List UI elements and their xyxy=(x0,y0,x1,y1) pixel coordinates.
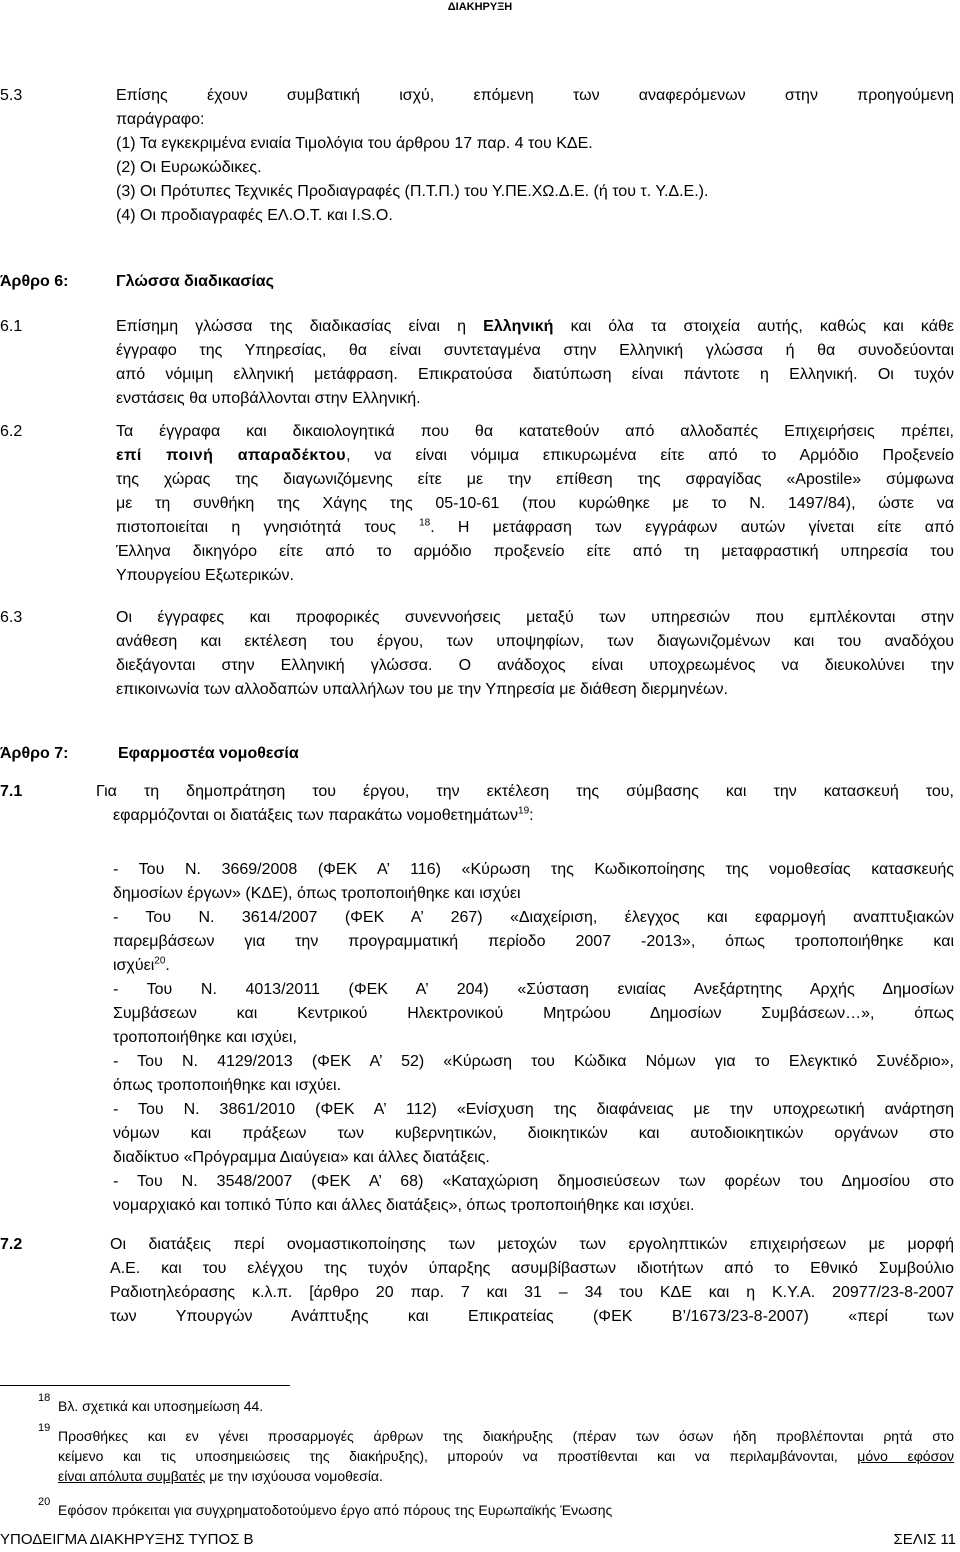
section-number-6-1: 6.1 xyxy=(0,318,23,335)
law-4129: - Του Ν. 4129/2013 (ΦΕΚ Α’ 52) «Κύρωση του Κώδικα Νόμων για το Ελεγκτικό Συνέδριο», xyxy=(113,1053,954,1070)
footnote-separator xyxy=(0,1385,290,1386)
emphasis-greek: Ελληνική xyxy=(483,318,554,335)
footnote-19: Προσθήκες και εν γένει προσαρμογές άρθρων της διακήρυξης (πέραν των όσων ήδη προβλέπονται ρητά στο κείμενο και τις υποσημειώσεις της διακήρυξης), μπορούν να προστίθενται και να περιλαμβάνονται, μόνο εφόσον είναι απόλυτα συμβατές με την ισχύουσα νομοθεσία. xyxy=(58,1428,955,1484)
footnote-18: Βλ. σχετικά και υποσημείωση 44. xyxy=(58,1398,264,1414)
page-header: ΔΙΑΚΗΡΥΞΗ xyxy=(447,1,513,13)
laws-list: - Του Ν. 3669/2008 (ΦΕΚ Α’ 116) «Κύρωση της Κωδικοποίησης της νομοθεσίας κατασκευής δημοσίων έργων» (ΚΔΕ), όπως τροποποιήθηκε και ισχύει - Του Ν. 3614/2007 (ΦΕΚ Α’ 267) «Διαχείριση, έλεγχος και εφαρμογή αναπτυξιακών παρεμβάσεων για την προγραμματική περίοδο 2007 -2013», όπως τροποποιήθηκε και ισχύει$^{20}$. - Του Ν. 4013/2011 (ΦΕΚ Α’ 204) «Σύσταση ενιαίας Ανεξάρτητης Αρχής Δημοσίων Συμβάσεων και Κεντρικού Ηλεκτρονικού Μητρώου Δημοσίων Συμβάσεων…», όπως τροποποιήθηκε και ισχύει, - Του Ν. 4129/2013 (ΦΕΚ Α’ 52) «Κύρωση του Κώδικα Νόμων για το Ελεγκτικό Συνέδριο», όπως τροποποιήθηκε και ισχύει. - Του Ν. 3861/2010 (ΦΕΚ Α’ 112) «Ενίσχυση της διαφάνειας με την υποχρεωτική ανάρτηση νόμων και πράξεων των κυβερνητικών, διοικητικών και αυτοδιοικητικών οργάνων στο διαδίκτυο «Πρόγραμμα Διαύγεια» και άλλες διατάξεις. - Του Ν. 3548/2007 (ΦΕΚ Α’ 68) «Καταχώριση δημοσιεύσεων των φορέων του Δημοσίου στο νομαρχιακό και τοπικό Τύπο και άλλες διατάξεις», όπως τροποποιήθηκε και ισχύει. xyxy=(113,858,954,1218)
law-3669: - Του Ν. 3669/2008 (ΦΕΚ Α’ 116) «Κύρωση της Κωδικοποίησης της νομοθεσίας κατασκευής xyxy=(113,861,954,878)
footnote-number-18: 18 xyxy=(38,1392,51,1404)
article-6-title: Γλώσσα διαδικασίας xyxy=(116,273,274,290)
footer-title: ΥΠΟΔΕΙΓΜΑ ΔΙΑΚΗΡΥΞΗΣ ΤΥΠΟΣ Β xyxy=(0,1531,254,1548)
footnote-number-19: 19 xyxy=(38,1422,51,1434)
footnote-ref-19[interactable]: 19 xyxy=(518,805,530,817)
law-4013: - Του Ν. 4013/2011 (ΦΕΚ Α’ 204) «Σύσταση ενιαίας Ανεξάρτητης Αρχής Δημοσίων xyxy=(113,981,954,998)
section-6-2: Τα έγγραφα και δικαιολογητικά που θα κατατεθούν από αλλοδαπές Επιχειρήσεις πρέπει, επί ποινή απαραδέκτου, να είναι νόμιμα επικυρωμένα είτε από το Αρμόδιο Προξενείο της χώρας της διαγωνιζόμενης είτε με την επίθεση της σφραγίδας «Apostile» σύμφωνα με τη συνθήκη της Χάγης της 05-10-61 (που κυρώθηκε με το Ν. 1497/84), ώστε να πιστοποιείται η γνησιότητά τους $^{18}$. Η μετάφραση των εγγράφων αυτών γίνεται είτε από Έλληνα δικηγόρο είτε από το αρμόδιο προξενείο είτε από τη μεταφραστική υπηρεσία του Υπουργείου Εξωτερικών. xyxy=(116,423,954,584)
footnote-ref-20[interactable]: 20 xyxy=(154,955,166,967)
section-number-6-2: 6.2 xyxy=(0,423,23,440)
footnote-20: Εφόσον πρόκειται για συγχρηματοδοτούμενο έργο από πόρους της Ευρωπαϊκής Ένωσης xyxy=(58,1502,613,1518)
article-7-title: Εφαρμοστέα νομοθεσία xyxy=(118,745,299,762)
law-3614: - Του Ν. 3614/2007 (ΦΕΚ Α’ 267) «Διαχείριση, έλεγχος και εφαρμογή αναπτυξιακών xyxy=(113,909,954,926)
section-7-2: Οι διατάξεις περί ονομαστικοποίησης των μετοχών των εργοληπτικών επιχειρήσεων με μορφή Α.Ε. και του ελέγχου της τυχόν ύπαρξης ασυμβίβαστων ιδιοτήτων από το Εθνικό Συμβούλιο Ραδιοτηλεόρασης κ.λ.π. [άρθρο 20 παρ. 7 και 31 – 34 του ΚΔΕ και η Κ.Υ.Α. 20977/23-8-2007 των Υπουργών Ανάπτυξης και Επικρατείας (ΦΕΚ Β’/1673/23-8-2007) «περί των xyxy=(110,1236,954,1325)
section-5-3: Επίσης έχουν συμβατική ισχύ, επόμενη των αναφερόμενων στην προηγούμενη παράγραφο: (1) Τα εγκεκριμένα ενιαία Τιμολόγια του άρθρου 17 παρ. 4 του ΚΔΕ. (2) Οι Ευρωκώδικες. (3) Οι Πρότυπες Τεχνικές Προδιαγραφές (Π.Τ.Π.) του Υ.ΠΕ.ΧΩ.Δ.Ε. (ή του τ. Υ.Δ.Ε.). (4) Οι προδιαγραφές ΕΛ.Ο.Τ. και I.S.O. xyxy=(116,87,954,224)
article-7-label: Άρθρο 7: xyxy=(0,745,69,762)
law-3861: - Του Ν. 3861/2010 (ΦΕΚ Α’ 112) «Ενίσχυση της διαφάνειας με την υποχρεωτική ανάρτηση xyxy=(113,1101,954,1118)
section-7-1-intro: Για τη δημοπράτηση του έργου, την εκτέλεση της σύμβασης και την κατασκευή του, εφαρμόζονται οι διατάξεις των παρακάτω νομοθετημάτων$^{19}$: xyxy=(96,783,954,824)
section-number-7-2: 7.2 xyxy=(0,1236,23,1253)
page-number: ΣΕΛΙΣ 11 xyxy=(893,1531,956,1548)
law-3548: - Του Ν. 3548/2007 (ΦΕΚ Α’ 68) «Καταχώριση δημοσιεύσεων των φορέων του Δημοσίου στο xyxy=(113,1173,954,1190)
section-6-1: Επίσημη γλώσσα της διαδικασίας είναι η Ελληνική και όλα τα στοιχεία αυτής, καθώς και κάθε έγγραφο της Υπηρεσίας, θα είναι συντεταγμένα στην Ελληνική γλώσσα ή θα συνοδεύονται από νόμιμη ελληνική μετάφραση. Επικρατούσα διατύπωση είναι πάντοτε η Ελληνική. Οι τυχόν ενστάσεις θα υποβάλλονται στην Ελληνική. xyxy=(116,318,955,407)
section-number-5-3: 5.3 xyxy=(0,87,23,104)
footnote-ref-18[interactable]: 18 xyxy=(419,517,431,529)
emphasis-penalty: επί ποινή απαραδέκτου xyxy=(116,447,347,464)
section-6-3: Οι έγγραφες και προφορικές συνεννοήσεις μεταξύ των υπηρεσιών που εμπλέκονται στην ανάθεση και εκτέλεση του έργου, των υποψηφίων, των διαγωνιζομένων και του αναδόχου διεξάγονται στην Ελληνική γλώσσα. Ο ανάδοχος είναι υποχρεωμένος να διευκολύνει την επικοινωνία των αλλοδαπών υπαλλήλων του με την Υπηρεσία με διάθεση διερμηνέων. xyxy=(116,609,954,698)
section-number-6-3: 6.3 xyxy=(0,609,23,626)
footnote-number-20: 20 xyxy=(38,1496,51,1508)
section-number-7-1: 7.1 xyxy=(0,783,23,800)
article-6-label: Άρθρο 6: xyxy=(0,273,69,290)
